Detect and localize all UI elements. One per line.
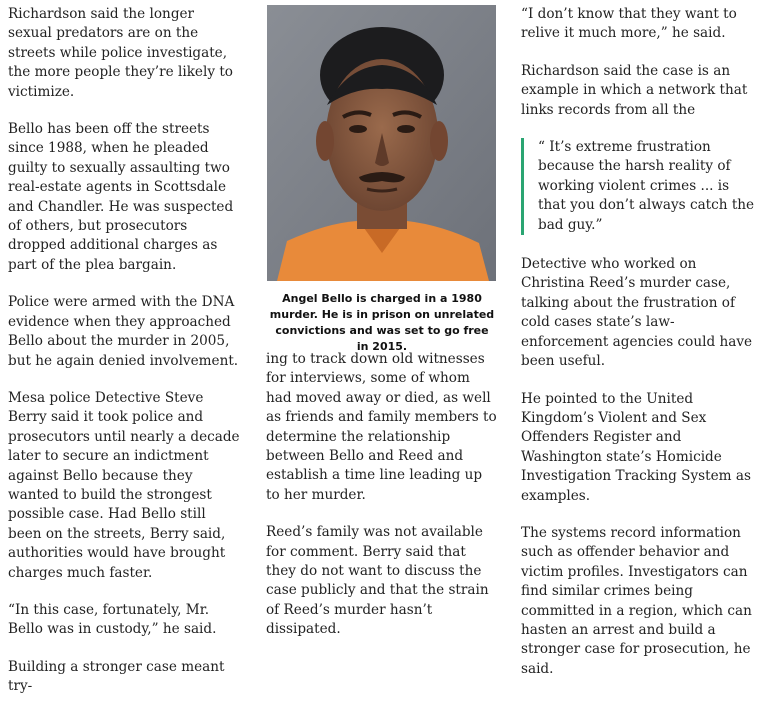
paragraph: The systems record information such as offender behavior and victim profiles. Investigators can find similar crimes being committed in a region, which can hasten an arrest and build a stronger case for prosecution, he said.: [521, 524, 752, 677]
paragraph: Bello has been off the streets since 1988, when he pleaded guilty to sexually assaulting two real-estate agents in Scottsdale and Chandler. He was suspected of others, but prosecutors dropped additional charges as part of the plea bargain.: [8, 121, 234, 273]
paragraph: Richardson said the longer sexual predators are on the streets while police investigate, the more people they’re likely to victimize.: [8, 6, 233, 100]
article-column-middle: [266, 5, 498, 355]
paragraph: “I don’t know that they want to relive it much more,” he said.: [521, 6, 737, 42]
pull-quote-text: “ It’s extreme frustration because the harsh reality of working violent crimes ... is that you don’t always catch the bad guy.”: [538, 139, 755, 233]
pull-quote: [521, 138, 761, 235]
paragraph: Police were armed with the DNA evidence when they approached Bello about the murder in 2005, but he again denied involvement.: [8, 294, 239, 369]
mugshot-photo: [267, 5, 496, 281]
paragraph: ing to track down old witnesses for interviews, some of whom had moved away or died, as well as friends and family members to determine the relationship between Bello and Reed and establish a time line leading up to her murder.: [266, 351, 497, 503]
paragraph: Building a stronger case meant try-: [8, 658, 225, 695]
article-column-middle-text: [266, 350, 498, 658]
paragraph: He pointed to the United Kingdom’s Violent and Sex Offenders Register and Washington state’s Homicide Investigation Tracking System as examples.: [521, 390, 751, 504]
paragraph: Mesa police Detective Steve Berry said it took police and prosecutors until nearly a decade later to secure an indictment against Bello because they wanted to build the strongest possible case. Had Bello still been on the streets, Berry said, authorities would have brought charges much faster.: [8, 389, 240, 581]
photo-caption: Angel Bello is charged in a 1980 murder. He is in prison on unrelated convictions and was set to go free in 2015.: [269, 292, 495, 353]
paragraph: “In this case, fortunately, Mr. Bello was in custody,” he said.: [8, 601, 217, 638]
paragraph: Reed’s family was not available for comment. Berry said that they do not want to discuss the case publicly and that the strain of Reed’s murder hasn’t dissipated.: [266, 524, 489, 638]
article-column-left: [8, 5, 242, 715]
mugshot-illustration: [267, 5, 496, 281]
paragraph: Detective who worked on Christina Reed’s murder case, talking about the frustration of cold cases state’s law-enforcement agencies could have been useful.: [521, 256, 753, 370]
paragraph: Richardson said the case is an example in which a network that links records from all the: [521, 62, 748, 118]
article-column-right: [521, 5, 761, 697]
